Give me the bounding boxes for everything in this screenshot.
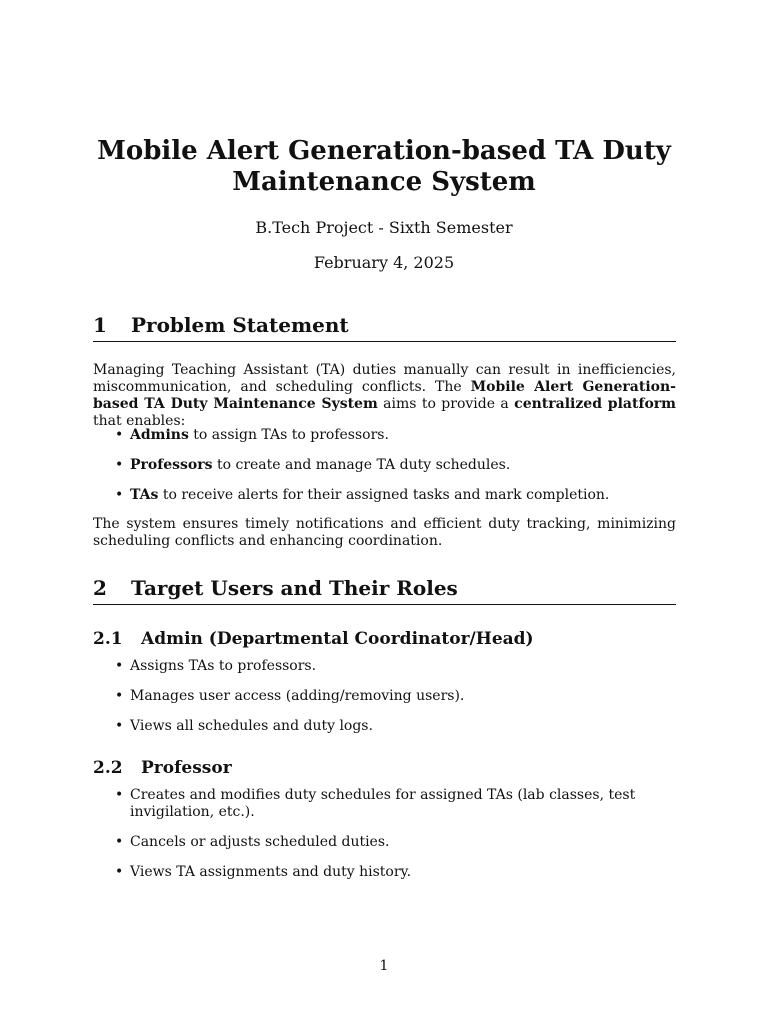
document-title: [0, 136, 768, 198]
section-title: Target Users and Their Roles: [131, 576, 458, 600]
document-title-line-2: Maintenance System: [232, 167, 536, 197]
problem-statement-closing: The system ensures timely notifications and efficient duty tracking, minimizing scheduling conflicts and enhancing coordination.: [93, 516, 676, 549]
admin-roles-list: [93, 658, 676, 735]
subsection-number: 2.2: [93, 758, 123, 778]
subsection-heading-admin: [93, 629, 676, 649]
bullet-icon: •: [115, 658, 124, 674]
bullet-icon: •: [115, 834, 124, 850]
document-date: February 4, 2025: [313, 253, 455, 272]
subsection-number: 2.1: [93, 629, 123, 649]
document-title-line-1: Mobile Alert Generation-based TA Duty: [97, 136, 671, 166]
bullet-icon: •: [115, 487, 124, 503]
bullet-icon: •: [115, 427, 124, 443]
list-item: • TAs to receive alerts for their assigned tasks and mark completion.: [115, 487, 610, 503]
section-heading-problem-statement: [93, 313, 676, 342]
page-number: 1: [379, 958, 389, 974]
section-heading-target-users: [93, 576, 676, 605]
list-item: • Creates and modifies duty schedules for assigned TAs (lab classes, test invigilation, etc.).: [115, 787, 636, 820]
bullet-icon: •: [115, 864, 124, 880]
bullet-icon: •: [115, 457, 124, 473]
list-item: • Professors to create and manage TA duty schedules.: [115, 457, 511, 473]
enables-list: [93, 427, 676, 504]
system-name-bold: Mobile Alert Generation-based TA Duty Maintenance System: [93, 379, 676, 412]
list-item: • Admins to assign TAs to professors.: [115, 427, 389, 443]
list-item: • Cancels or adjusts scheduled duties.: [115, 834, 390, 850]
bullet-icon: •: [115, 688, 124, 704]
section-number: 1: [93, 313, 107, 337]
subsection-heading-professor: [93, 758, 676, 778]
bullet-icon: •: [115, 787, 124, 803]
problem-statement-intro: Managing Teaching Assistant (TA) duties manually can result in inefficiencies, miscommunication, and scheduling conflicts. The Mobile Alert Generation-based TA Duty Maintenance System aims to provide a centralized platform that enables:: [93, 362, 676, 429]
list-item: • Views TA assignments and duty history.: [115, 864, 412, 880]
bullet-icon: •: [115, 718, 124, 734]
list-item: • Manages user access (adding/removing users).: [115, 688, 465, 704]
document-subtitle: B.Tech Project - Sixth Semester: [255, 218, 513, 237]
subsection-title: Admin (Departmental Coordinator/Head): [141, 629, 534, 649]
list-item: • Views all schedules and duty logs.: [115, 718, 373, 734]
section-number: 2: [93, 576, 107, 600]
professor-roles-list: [93, 787, 676, 881]
section-title: Problem Statement: [131, 313, 349, 337]
list-item: • Assigns TAs to professors.: [115, 658, 317, 674]
centralized-platform-bold: centralized platform: [514, 396, 676, 412]
subsection-title: Professor: [141, 758, 232, 778]
